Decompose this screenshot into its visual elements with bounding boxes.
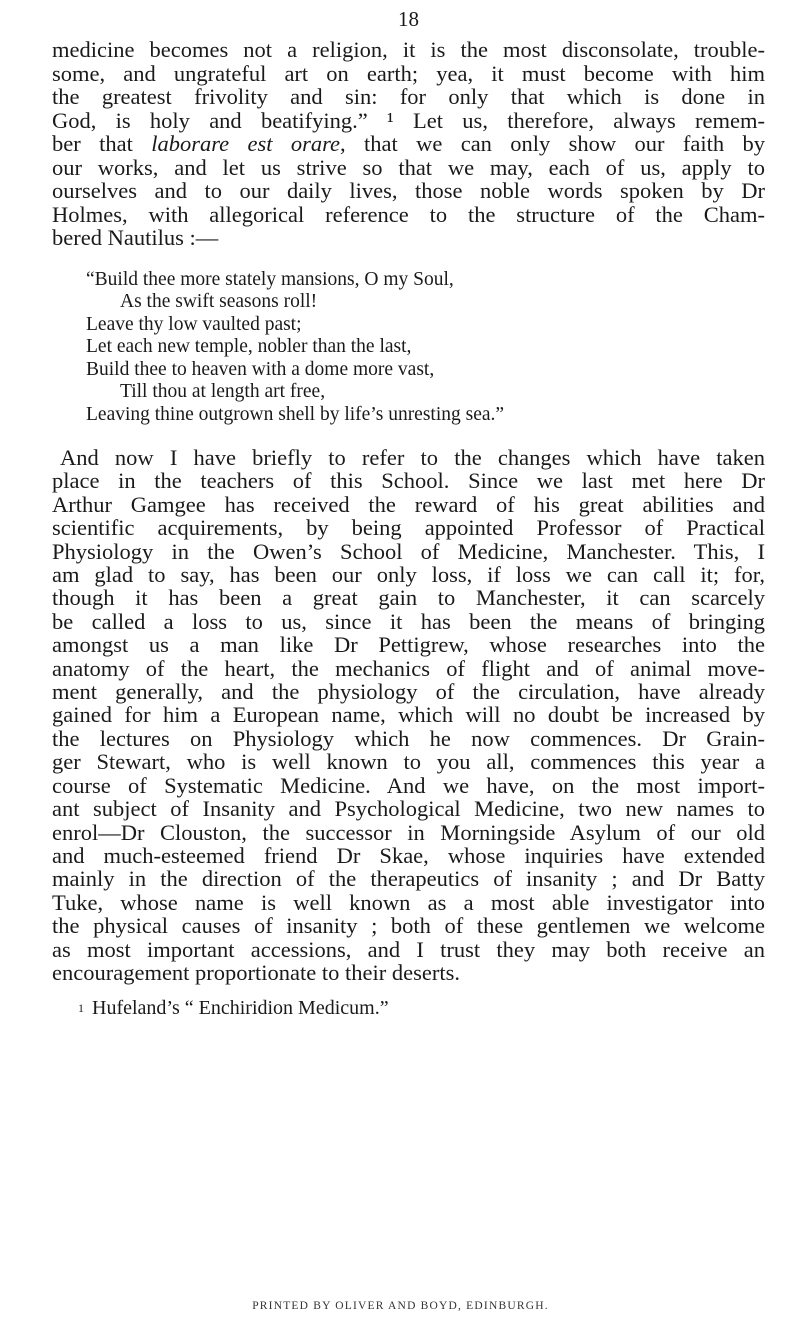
footnote-text: Hufeland’s “ Enchiridion Medicum.” — [92, 997, 389, 1020]
text-line: course of Systematic Medicine. And we have, on the most import- — [52, 772, 765, 798]
poem-line: As the swift seasons roll! — [120, 291, 318, 312]
poem-line: Build thee to heaven with a dome more vast, — [86, 358, 435, 380]
poem-line: Leaving thine outgrown shell by life’s unresting sea.” — [86, 403, 505, 425]
printer-imprint: PRINTED BY OLIVER AND BOYD, EDINBURGH. — [252, 1300, 549, 1312]
text-line: and much-esteemed friend Dr Skae, whose inquiries have extended — [52, 842, 765, 868]
poem-quotation — [52, 269, 765, 427]
text-line: bered Nautilus :— — [52, 225, 219, 250]
text-line: anatomy of the heart, the mechanics of flight and of animal move- — [52, 655, 765, 681]
text-line: encouragement proportionate to their deserts. — [52, 959, 460, 985]
text-line: enrol—Dr Clouston, the successor in Morningside Asylum of our old — [52, 819, 765, 845]
text-line: And now I have briefly to refer to the changes which have taken — [60, 445, 765, 470]
footnote-marker: 1 — [78, 1001, 84, 1016]
text-line: mainly in the direction of the therapeutics of insanity ; and Dr Batty — [52, 866, 765, 892]
latin-phrase: laborare est orare — [151, 131, 341, 156]
text-line: ourselves and to our daily lives, those noble words spoken by Dr — [52, 178, 765, 203]
paragraph-teacher-changes — [52, 446, 765, 984]
text-line: place in the teachers of this School. Since we last met here Dr — [52, 468, 765, 494]
text-line: our works, and let us strive so that we may, each of us, apply to — [52, 154, 765, 180]
text-line: Arthur Gamgee has received the reward of his great abilities and — [52, 491, 765, 517]
poem-line: Let each new temple, nobler than the last, — [86, 336, 412, 357]
footnote — [52, 996, 765, 1020]
text-line: be called a loss to us, since it has been the means of bringing — [52, 608, 765, 634]
text-line: ment generally, and the physiology of the circulation, have already — [52, 679, 765, 705]
text-line: ber that laborare est orare, that we can only show our faith by — [52, 131, 765, 156]
text-line: the physical causes of insanity ; both of these gentlemen we welcome — [52, 913, 765, 939]
text-line: God, is holy and beatifying.” ¹ Let us, therefore, always remem- — [52, 107, 765, 133]
page-number: 18 — [398, 7, 419, 31]
poem-line: “Build thee more stately mansions, O my Soul, — [86, 268, 454, 290]
poem-line: Till thou at length art free, — [120, 381, 326, 402]
text-line: ant subject of Insanity and Psychological Medicine, two new names to — [52, 796, 765, 822]
text-line: scientific acquirements, by being appointed Professor of Practical — [52, 515, 765, 541]
text-line: some, and ungrateful art on earth; yea, it must become with him — [52, 60, 765, 86]
text-line: am glad to say, has been our only loss, if loss we can call it; for, — [52, 562, 765, 588]
text-line: Holmes, with allegorical reference to the structure of the Cham- — [52, 201, 765, 227]
paragraph-holmes-intro — [52, 38, 765, 250]
text-line: though it has been a great gain to Manchester, it can scarcely — [52, 585, 765, 611]
text-line: medicine becomes not a religion, it is the most disconsolate, trouble- — [52, 37, 765, 62]
text-line: Physiology in the Owen’s School of Medicine, Manchester. This, I — [52, 538, 765, 564]
text-line: Tuke, whose name is well known as a most able investigator into — [52, 889, 765, 915]
text-line: as most important accessions, and I trust they may both receive an — [52, 936, 765, 962]
text-line: gained for him a European name, which will no doubt be increased by — [52, 702, 765, 728]
text-line: the lectures on Physiology which he now commences. Dr Grain- — [52, 725, 765, 751]
text-line: the greatest frivolity and sin: for only that which is done in — [52, 84, 765, 109]
poem-line: Leave thy low vaulted past; — [86, 313, 302, 335]
text-line: amongst us a man like Dr Pettigrew, whose researches into the — [52, 632, 765, 658]
text-line: ger Stewart, who is well known to you all, commences this year a — [52, 749, 765, 775]
